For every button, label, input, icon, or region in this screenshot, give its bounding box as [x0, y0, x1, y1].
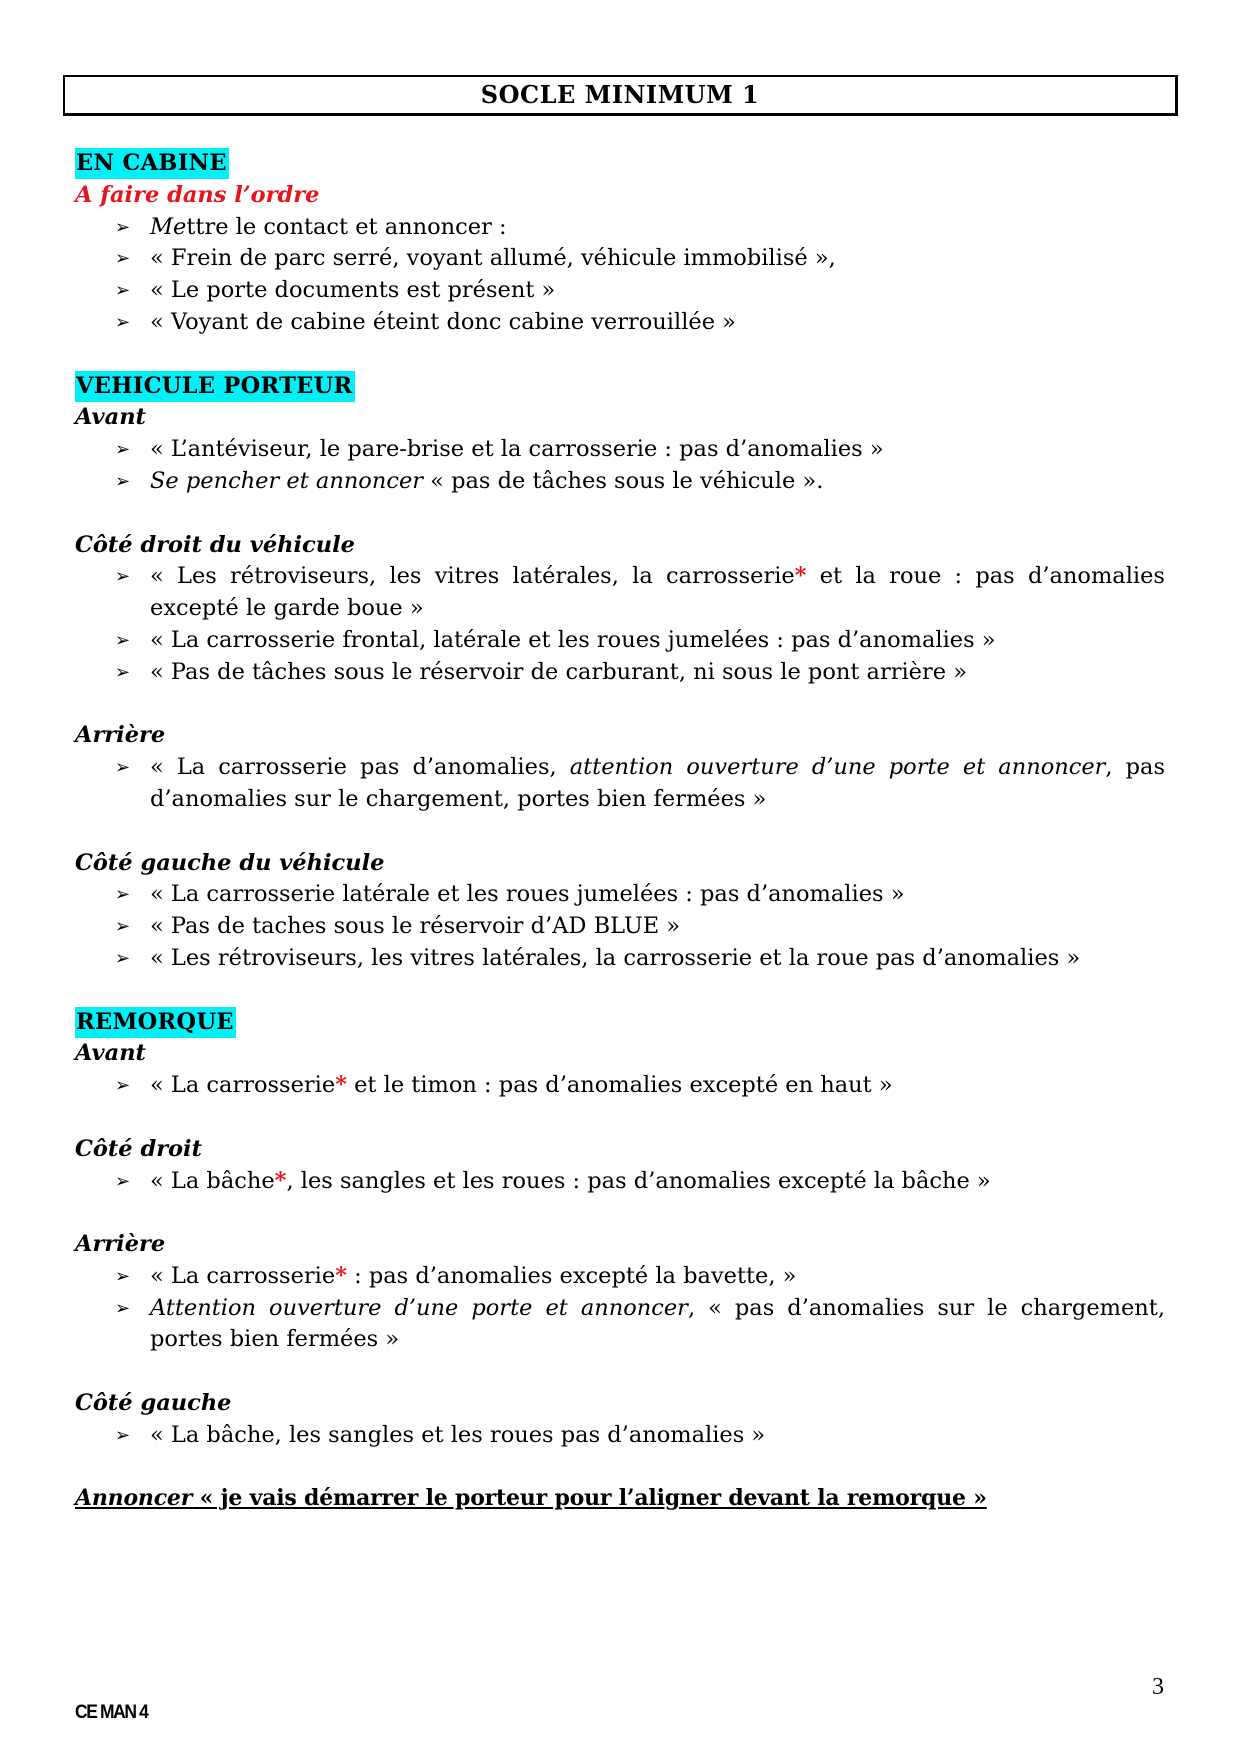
arrowhead-right-icon: ➢ [115, 661, 131, 683]
asterisk-mark: * [335, 1262, 347, 1289]
item-text: « La carrosserie frontal, latérale et les roues jumelées : pas d’anomalies » [150, 626, 996, 653]
remorque-droit-list [75, 1166, 1165, 1198]
arrowhead-right-icon: ➢ [115, 1424, 131, 1446]
item-text: , pas d’anomalies sur le chargement, portes bien fermées » [150, 754, 1166, 812]
page-number: 3 [1152, 1674, 1164, 1700]
subhead-cote-droit: Côté droit [75, 1135, 202, 1162]
item-text: « La bâche [150, 1167, 275, 1194]
arrowhead-right-icon: ➢ [115, 216, 131, 238]
final-italic: Annoncer [75, 1485, 193, 1512]
arrowhead-right-icon: ➢ [115, 884, 131, 906]
subhead-cote-gauche: Côté gauche [75, 1390, 232, 1417]
document-body [75, 148, 1165, 1515]
cabine-list [75, 212, 1165, 339]
arrowhead-right-icon: ➢ [115, 280, 131, 302]
subhead-arriere: Arrière [75, 722, 166, 749]
item-text: « Pas de tâches sous le réservoir de carburant, ni sous le pont arrière » [150, 658, 967, 685]
item-text: « L’antéviseur, le pare-brise et la carrosserie : pas d’anomalies » [150, 436, 884, 463]
subhead-arriere: Arrière [75, 1231, 166, 1258]
list-item [75, 879, 1165, 911]
item-text: « Voyant de cabine éteint donc cabine verrouillée » [150, 308, 736, 335]
porteur-arriere-list [75, 752, 1165, 816]
page-title: SOCLE MINIMUM 1 [480, 80, 760, 109]
subhead-cote-droit: Côté droit du véhicule [75, 531, 355, 558]
porteur-avant-list [75, 434, 1165, 498]
arrowhead-right-icon: ➢ [115, 1265, 131, 1287]
list-item [75, 1293, 1165, 1357]
subhead-avant: Avant [75, 1040, 146, 1067]
list-item [75, 212, 1165, 244]
item-text: et le timon : pas d’anomalies excepté en haut » [346, 1072, 893, 1099]
arrowhead-right-icon: ➢ [115, 248, 131, 270]
list-item [75, 911, 1165, 943]
subhead-avant: Avant [75, 404, 146, 431]
list-item [75, 275, 1165, 307]
arrowhead-right-icon: ➢ [115, 1170, 131, 1192]
arrowhead-right-icon: ➢ [115, 947, 131, 969]
item-text: : pas d’anomalies excepté la bavette, » [346, 1262, 797, 1289]
remorque-avant-list [75, 1070, 1165, 1102]
final-text: « je vais démarrer le porteur pour l’aligner devant la remorque » [192, 1485, 987, 1512]
item-italic: Attention ouverture d’une porte et annoncer [150, 1294, 688, 1321]
arrowhead-right-icon: ➢ [115, 916, 131, 938]
section-vehicule-porteur [75, 371, 1165, 975]
asterisk-mark: * [794, 563, 807, 590]
item-italic: Me [150, 213, 187, 240]
list-item [75, 1261, 1165, 1293]
list-item [75, 561, 1165, 625]
remorque-gauche-list [75, 1420, 1165, 1452]
item-text: , les sangles et les roues : pas d’anomalies excepté la bâche » [286, 1167, 991, 1194]
arrowhead-right-icon: ➢ [115, 311, 131, 333]
item-text: « Frein de parc serré, voyant allumé, véhicule immobilisé », [150, 245, 836, 272]
item-text: « La carrosserie pas d’anomalies, [150, 754, 570, 781]
arrowhead-right-icon: ➢ [115, 629, 131, 651]
item-text: « La carrosserie [150, 1072, 336, 1099]
section-remorque [75, 1007, 1165, 1452]
item-text: et la roue : pas d’anomalies excepté le garde boue » [150, 563, 1165, 622]
item-italic: Se pencher et annoncer [150, 467, 424, 494]
list-item [75, 307, 1165, 339]
item-text: « Les rétroviseurs, les vitres latérales, la carrosserie et la roue pas d’anomalies » [150, 944, 1081, 971]
arrowhead-right-icon: ➢ [115, 757, 131, 779]
list-item [75, 1420, 1165, 1452]
footer-code: CE MAN 4 [75, 1702, 148, 1723]
porteur-gauche-list [75, 879, 1165, 974]
list-item [75, 625, 1165, 657]
item-text: « La carrosserie latérale et les roues jumelées : pas d’anomalies » [150, 881, 905, 908]
list-item [75, 434, 1165, 466]
item-text: , « pas d’anomalies sur le chargement, portes bien fermées » [150, 1294, 1165, 1353]
item-text: « Le porte documents est présent » [150, 277, 556, 304]
asterisk-mark: * [335, 1072, 347, 1099]
section-title-remorque: REMORQUE [75, 1007, 236, 1038]
list-item [75, 1166, 1165, 1198]
item-text: « La carrosserie [150, 1262, 336, 1289]
list-item [75, 1070, 1165, 1102]
item-text: « Les rétroviseurs, les vitres latérales, la carrosserie [150, 563, 795, 590]
item-text: « pas de tâches sous le véhicule ». [423, 467, 824, 494]
arrowhead-right-icon: ➢ [115, 439, 131, 461]
item-text: « Pas de taches sous le réservoir d’AD BLUE » [150, 913, 681, 940]
list-item [75, 657, 1165, 689]
item-italic: attention ouverture d’une porte et annoncer [569, 754, 1106, 781]
porteur-droit-list [75, 561, 1165, 688]
list-item [75, 243, 1165, 275]
section-title-porteur: VEHICULE PORTEUR [75, 371, 355, 402]
item-text: ttre le contact et annoncer : [186, 213, 507, 240]
arrowhead-right-icon: ➢ [115, 1297, 131, 1319]
list-item [75, 466, 1165, 498]
title-box [63, 75, 1178, 116]
arrowhead-right-icon: ➢ [115, 470, 131, 492]
list-item [75, 943, 1165, 975]
final-announcement [75, 1483, 1165, 1515]
section-title-cabine: EN CABINE [75, 148, 229, 179]
item-text: « La bâche, les sangles et les roues pas d’anomalies » [150, 1421, 766, 1448]
subhead-cote-gauche: Côté gauche du véhicule [75, 849, 385, 876]
section-en-cabine [75, 148, 1165, 339]
asterisk-mark: * [274, 1167, 287, 1194]
arrowhead-right-icon: ➢ [115, 1075, 131, 1097]
arrowhead-right-icon: ➢ [115, 566, 131, 588]
subtitle-order: A faire dans l’ordre [75, 181, 320, 208]
list-item [75, 752, 1165, 816]
remorque-arriere-list [75, 1261, 1165, 1356]
